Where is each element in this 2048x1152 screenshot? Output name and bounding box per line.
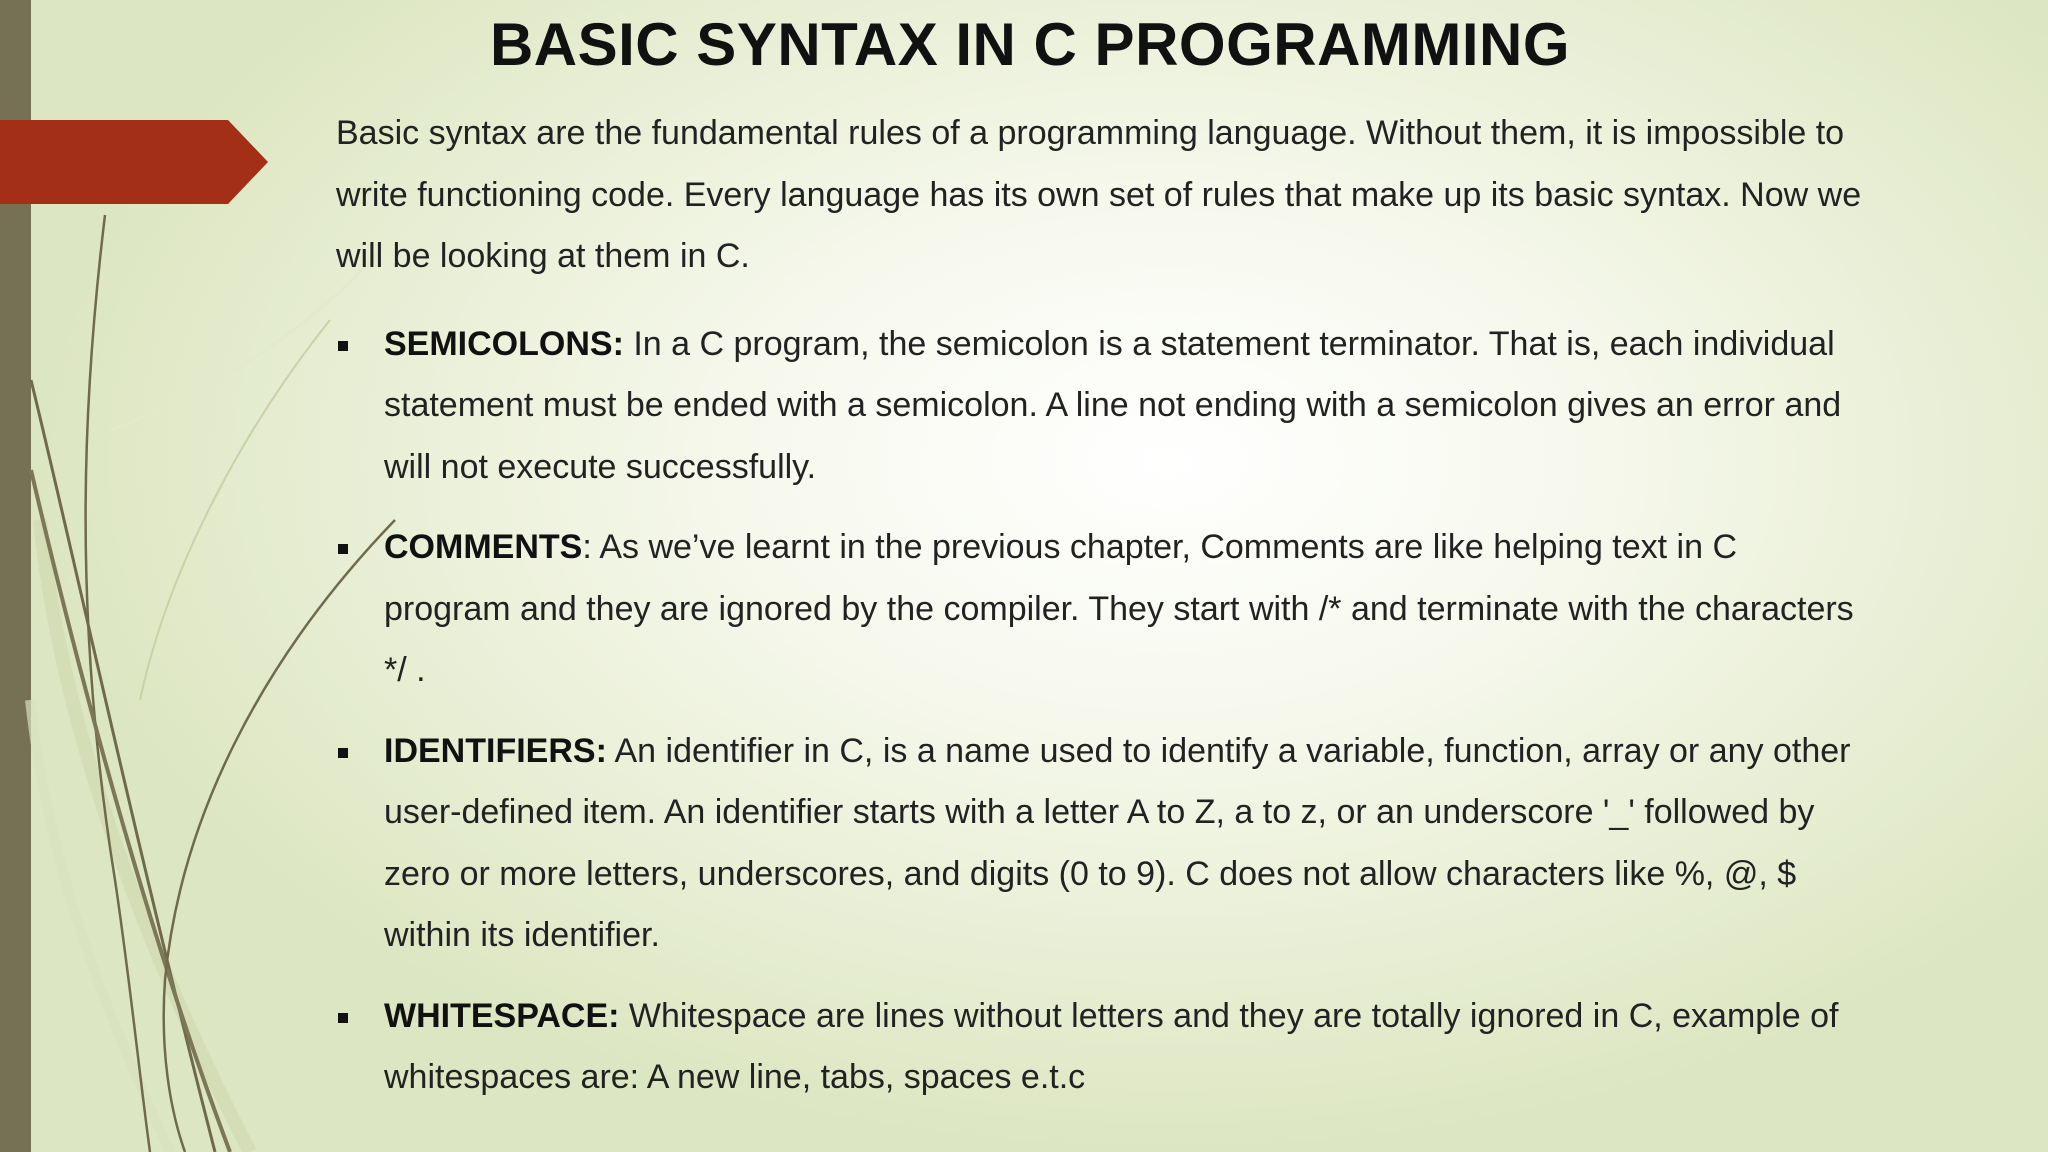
bullet-text: Whitespace are lines without letters and they are totally ignored in C, example of whitespaces are: A new line, tabs, spaces e.t.c — [384, 996, 1839, 1096]
bullet-term: WHITESPACE: — [384, 996, 620, 1035]
bullet-text: An identifier in C, is a name used to identify a variable, function, array or any other user-defined item. An identifier starts with a letter A to Z, a to z, or an underscore '_' followed by zero or more letters, underscores, and digits (0 to 9). C does not allow characters like %, @, $ within its identifier. — [384, 731, 1851, 954]
bullet-term: SEMICOLONS: — [384, 324, 624, 363]
bullet-whitespace — [336, 986, 1866, 1109]
bullet-term: IDENTIFIERS: — [384, 731, 607, 770]
accent-arrow-shape — [0, 120, 268, 204]
slide-title: BASIC SYNTAX IN C PROGRAMMING — [489, 11, 1571, 78]
square-bullet-icon — [338, 1013, 348, 1023]
bullet-term: COMMENTS — [384, 528, 583, 566]
intro-paragraph: Basic syntax are the fundamental rules of a programming language. Without them, it is impossible to write functioning code. Every language has its own set of rules that make up its basic syntax. Now we will be looking at them in C. — [336, 114, 1862, 275]
square-bullet-icon — [338, 748, 348, 758]
bullet-semicolons — [336, 314, 1866, 499]
square-bullet-icon — [338, 544, 348, 554]
slide-content — [336, 103, 1866, 1128]
bullet-comments — [336, 517, 1866, 702]
bullet-list — [336, 314, 1866, 1109]
bullet-identifiers — [336, 721, 1866, 967]
bullet-text: In a C program, the semicolon is a statement terminator. That is, each individual statement must be ended with a semicolon. A line not ending with a semicolon gives an error and will not execute successfully. — [384, 324, 1842, 486]
square-bullet-icon — [338, 341, 348, 351]
bullet-text: : As we’ve learnt in the previous chapter, Comments are like helping text in C program and they are ignored by the compiler. They start with /* and terminate with the characters */ . — [384, 528, 1854, 689]
